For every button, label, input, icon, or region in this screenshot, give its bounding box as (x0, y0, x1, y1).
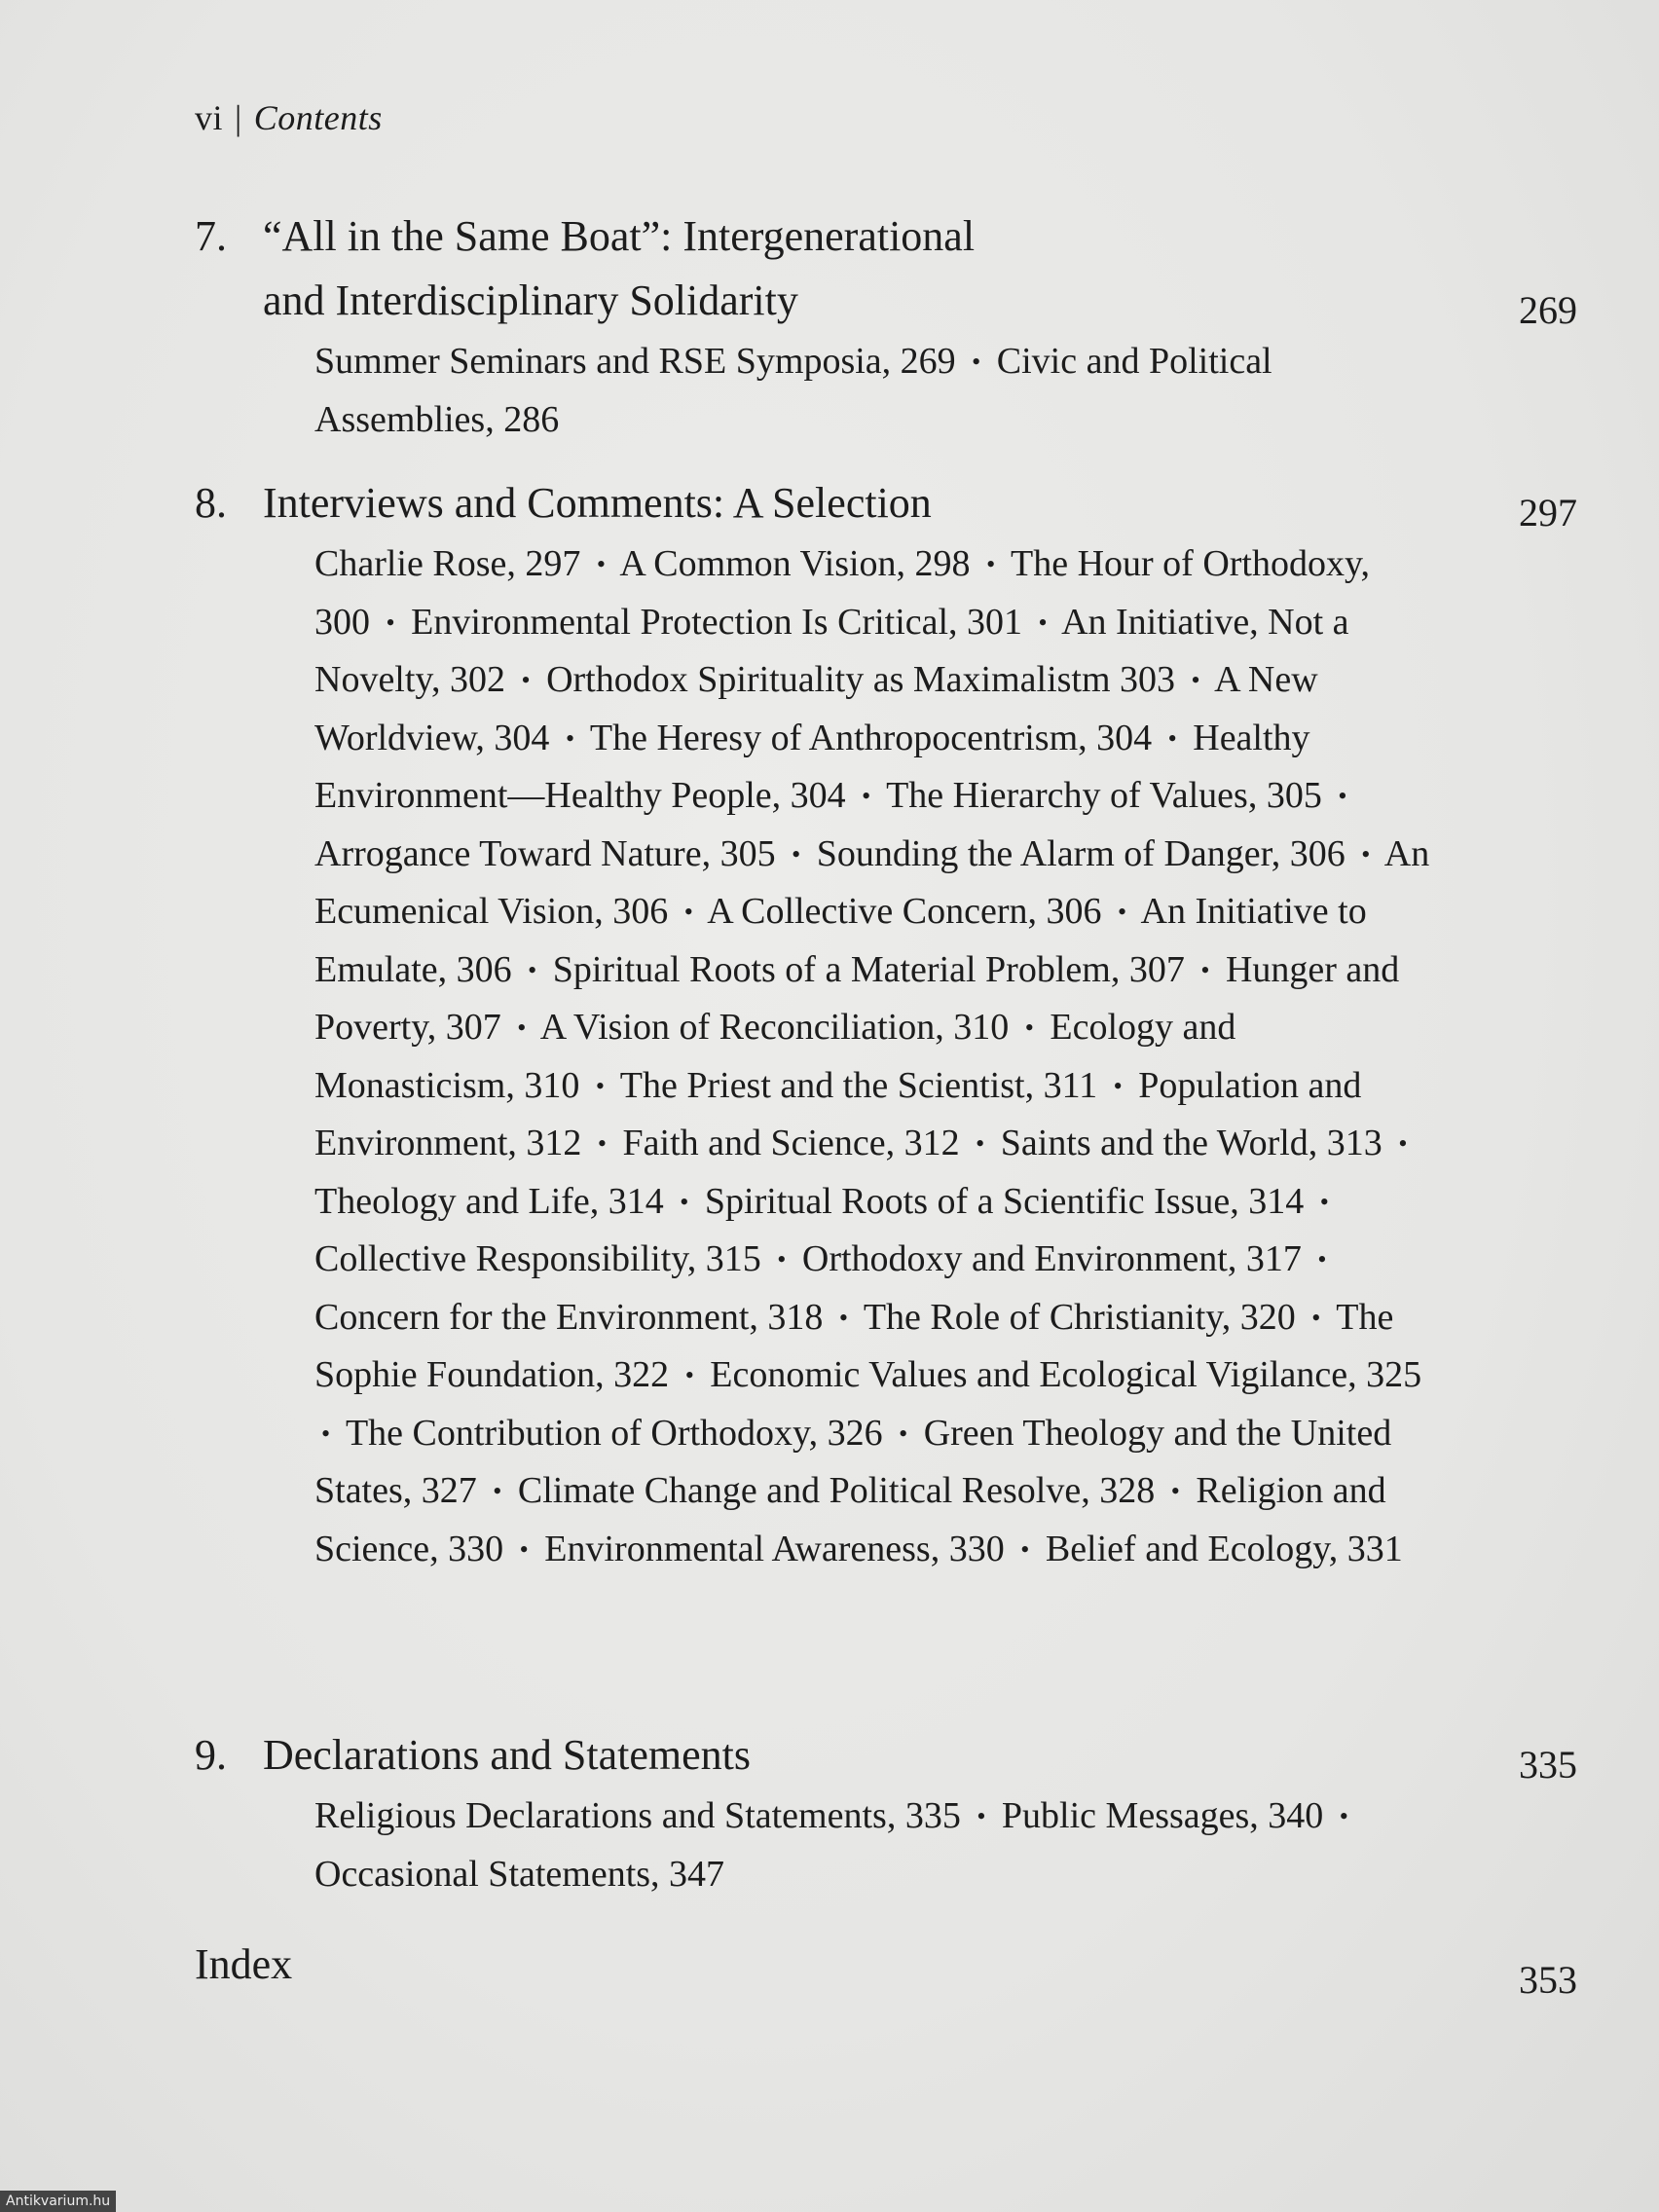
bullet-separator: • (1361, 839, 1371, 868)
running-head-separator: | (235, 98, 242, 137)
bullet-separator: • (528, 955, 537, 984)
chapter-title-line: Declarations and Statements (263, 1731, 751, 1779)
section-entry[interactable]: Charlie Rose, 297 (314, 543, 581, 584)
bullet-separator: • (1200, 955, 1210, 984)
section-entry[interactable]: The Priest and the Scientist, 311 (619, 1064, 1098, 1106)
bullet-separator: • (517, 1014, 527, 1042)
section-entry[interactable]: Religious Declarations and Statements, 335 (314, 1795, 961, 1836)
section-entry[interactable]: Healthy Environment—Healthy People, 304 (314, 717, 1310, 816)
section-entry[interactable]: Population and Environment, 312 (314, 1064, 1362, 1163)
bullet-separator: • (976, 1129, 985, 1158)
bullet-separator: • (1113, 1071, 1123, 1100)
section-entry[interactable]: The Sophie Foundation, 322 (314, 1296, 1394, 1395)
bullet-separator: • (1167, 723, 1177, 753)
section-entry[interactable]: An Initiative to Emulate, 306 (314, 891, 1367, 990)
section-entry[interactable]: Orthodoxy and Environment, 317 (801, 1238, 1302, 1279)
bullet-separator: • (792, 839, 801, 868)
chapter-number: 7. (195, 212, 227, 260)
bullet-separator: • (1038, 608, 1048, 637)
toc-entry-chapter-9[interactable] (195, 1723, 1577, 1903)
bullet-separator: • (597, 1129, 608, 1158)
chapter-page-number: 297 (1519, 491, 1577, 535)
section-entry[interactable]: Spiritual Roots of a Scientific Issue, 314 (704, 1180, 1305, 1222)
section-entry[interactable]: Orthodox Spirituality as Maximalistm 303 (546, 659, 1176, 700)
bullet-separator: • (680, 1187, 689, 1216)
chapter-page-number: 335 (1519, 1743, 1577, 1787)
bullet-separator: • (862, 782, 871, 810)
section-entry[interactable]: Theology and Life, 314 (314, 1180, 664, 1222)
bullet-separator: • (493, 1477, 502, 1505)
bullet-separator: • (321, 1419, 331, 1448)
running-head (195, 97, 383, 138)
section-entry[interactable]: A Common Vision, 298 (619, 543, 971, 584)
bullet-separator: • (1338, 782, 1347, 810)
section-entry[interactable]: The Hour of Orthodoxy, 300 (314, 543, 1371, 643)
section-list (314, 333, 1434, 449)
bullet-separator: • (899, 1419, 908, 1448)
bullet-separator: • (838, 1303, 848, 1332)
bullet-separator: • (521, 666, 531, 694)
bullet-separator: • (777, 1245, 787, 1273)
section-entry[interactable]: Collective Responsibility, 315 (314, 1238, 761, 1279)
section-entry[interactable]: An Initiative, Not a Novelty, 302 (314, 601, 1349, 700)
page-label: vi (195, 98, 224, 137)
bullet-separator: • (1191, 666, 1200, 694)
section-entry[interactable]: Public Messages, 340 (1001, 1795, 1324, 1836)
chapter-title-line: “All in the Same Boat”: Intergenerational (263, 212, 976, 260)
section-entry[interactable]: Summer Seminars and RSE Symposia, 269 (314, 341, 956, 382)
bullet-separator: • (386, 608, 395, 637)
section-entry[interactable]: Belief and Ecology, 331 (1045, 1528, 1403, 1569)
running-head-title: Contents (253, 98, 383, 137)
bullet-separator: • (1024, 1014, 1034, 1042)
bullet-separator: • (1339, 1802, 1348, 1830)
chapter-number: 8. (195, 479, 227, 527)
section-entry[interactable]: Saints and the World, 313 (1000, 1123, 1382, 1163)
section-entry[interactable]: Environmental Awareness, 330 (544, 1528, 1005, 1569)
section-entry[interactable]: Sounding the Alarm of Danger, 306 (816, 832, 1346, 874)
section-entry[interactable]: Climate Change and Political Resolve, 328 (517, 1470, 1156, 1511)
section-entry[interactable]: The Role of Christianity, 320 (863, 1296, 1296, 1338)
bullet-separator: • (986, 550, 996, 578)
section-entry[interactable]: The Hierarchy of Values, 305 (886, 775, 1322, 816)
section-entry[interactable]: Religion and Science, 330 (314, 1470, 1386, 1569)
bullet-separator: • (519, 1534, 529, 1564)
bullet-separator: • (565, 723, 575, 753)
section-entry[interactable]: Spiritual Roots of a Material Problem, 307 (552, 948, 1185, 990)
section-entry[interactable]: Green Theology and the United States, 327 (314, 1412, 1392, 1511)
section-entry[interactable]: Ecology and Monasticism, 310 (314, 1007, 1236, 1106)
section-entry[interactable]: Hunger and Poverty, 307 (314, 948, 1400, 1048)
chapter-title-line: Interviews and Comments: A Selection (263, 479, 932, 527)
section-entry[interactable]: Environmental Protection Is Critical, 301 (411, 601, 1023, 643)
chapter-number: 9. (195, 1731, 227, 1779)
toc-entry-chapter-7[interactable] (195, 204, 1577, 449)
toc-entry-chapter-8[interactable] (195, 471, 1577, 1578)
bullet-separator: • (977, 1802, 986, 1830)
section-entry[interactable]: Faith and Science, 312 (622, 1123, 960, 1163)
index-label: Index (195, 1940, 293, 1988)
bullet-separator: • (1020, 1534, 1030, 1564)
section-entry[interactable]: Occasional Statements, 347 (314, 1853, 725, 1895)
section-list (314, 1788, 1434, 1903)
bullet-separator: • (1311, 1303, 1321, 1332)
bullet-separator: • (1118, 898, 1127, 926)
section-entry[interactable]: Economic Values and Ecological Vigilance, 325 (710, 1354, 1422, 1395)
section-entry[interactable]: Civic and Political Assemblies, 286 (314, 341, 1272, 440)
chapter-title (263, 1723, 1412, 1788)
chapter-title-line: and Interdisciplinary Solidarity (263, 276, 798, 324)
section-entry[interactable]: A New Worldview, 304 (314, 659, 1318, 758)
section-entry[interactable]: The Heresy of Anthropocentrism, 304 (589, 717, 1153, 758)
bullet-separator: • (596, 550, 606, 578)
section-list (314, 535, 1434, 1578)
section-entry[interactable]: Arrogance Toward Nature, 305 (314, 832, 776, 874)
chapter-title (263, 204, 1412, 333)
section-entry[interactable]: A Collective Concern, 306 (707, 891, 1102, 932)
section-entry[interactable]: The Contribution of Orthodoxy, 326 (345, 1412, 883, 1454)
section-entry[interactable]: A Vision of Reconciliation, 310 (539, 1007, 1010, 1048)
bullet-separator: • (684, 1361, 694, 1389)
section-entry[interactable]: Concern for the Environment, 318 (314, 1296, 824, 1338)
bullet-separator: • (972, 348, 981, 376)
bullet-separator: • (1317, 1245, 1327, 1273)
bullet-separator: • (683, 898, 693, 926)
chapter-page-number: 269 (1519, 288, 1577, 332)
watermark: Antikvarium.hu (0, 2191, 116, 2212)
bullet-separator: • (595, 1071, 605, 1100)
section-entry[interactable]: An Ecumenical Vision, 306 (314, 832, 1430, 932)
bullet-separator: • (1398, 1129, 1408, 1158)
index-page-number: 353 (1519, 1958, 1577, 2002)
toc-entry-index[interactable] (195, 1933, 1577, 2002)
bullet-separator: • (1170, 1477, 1180, 1505)
bullet-separator: • (1319, 1187, 1329, 1216)
chapter-title (263, 471, 1412, 535)
